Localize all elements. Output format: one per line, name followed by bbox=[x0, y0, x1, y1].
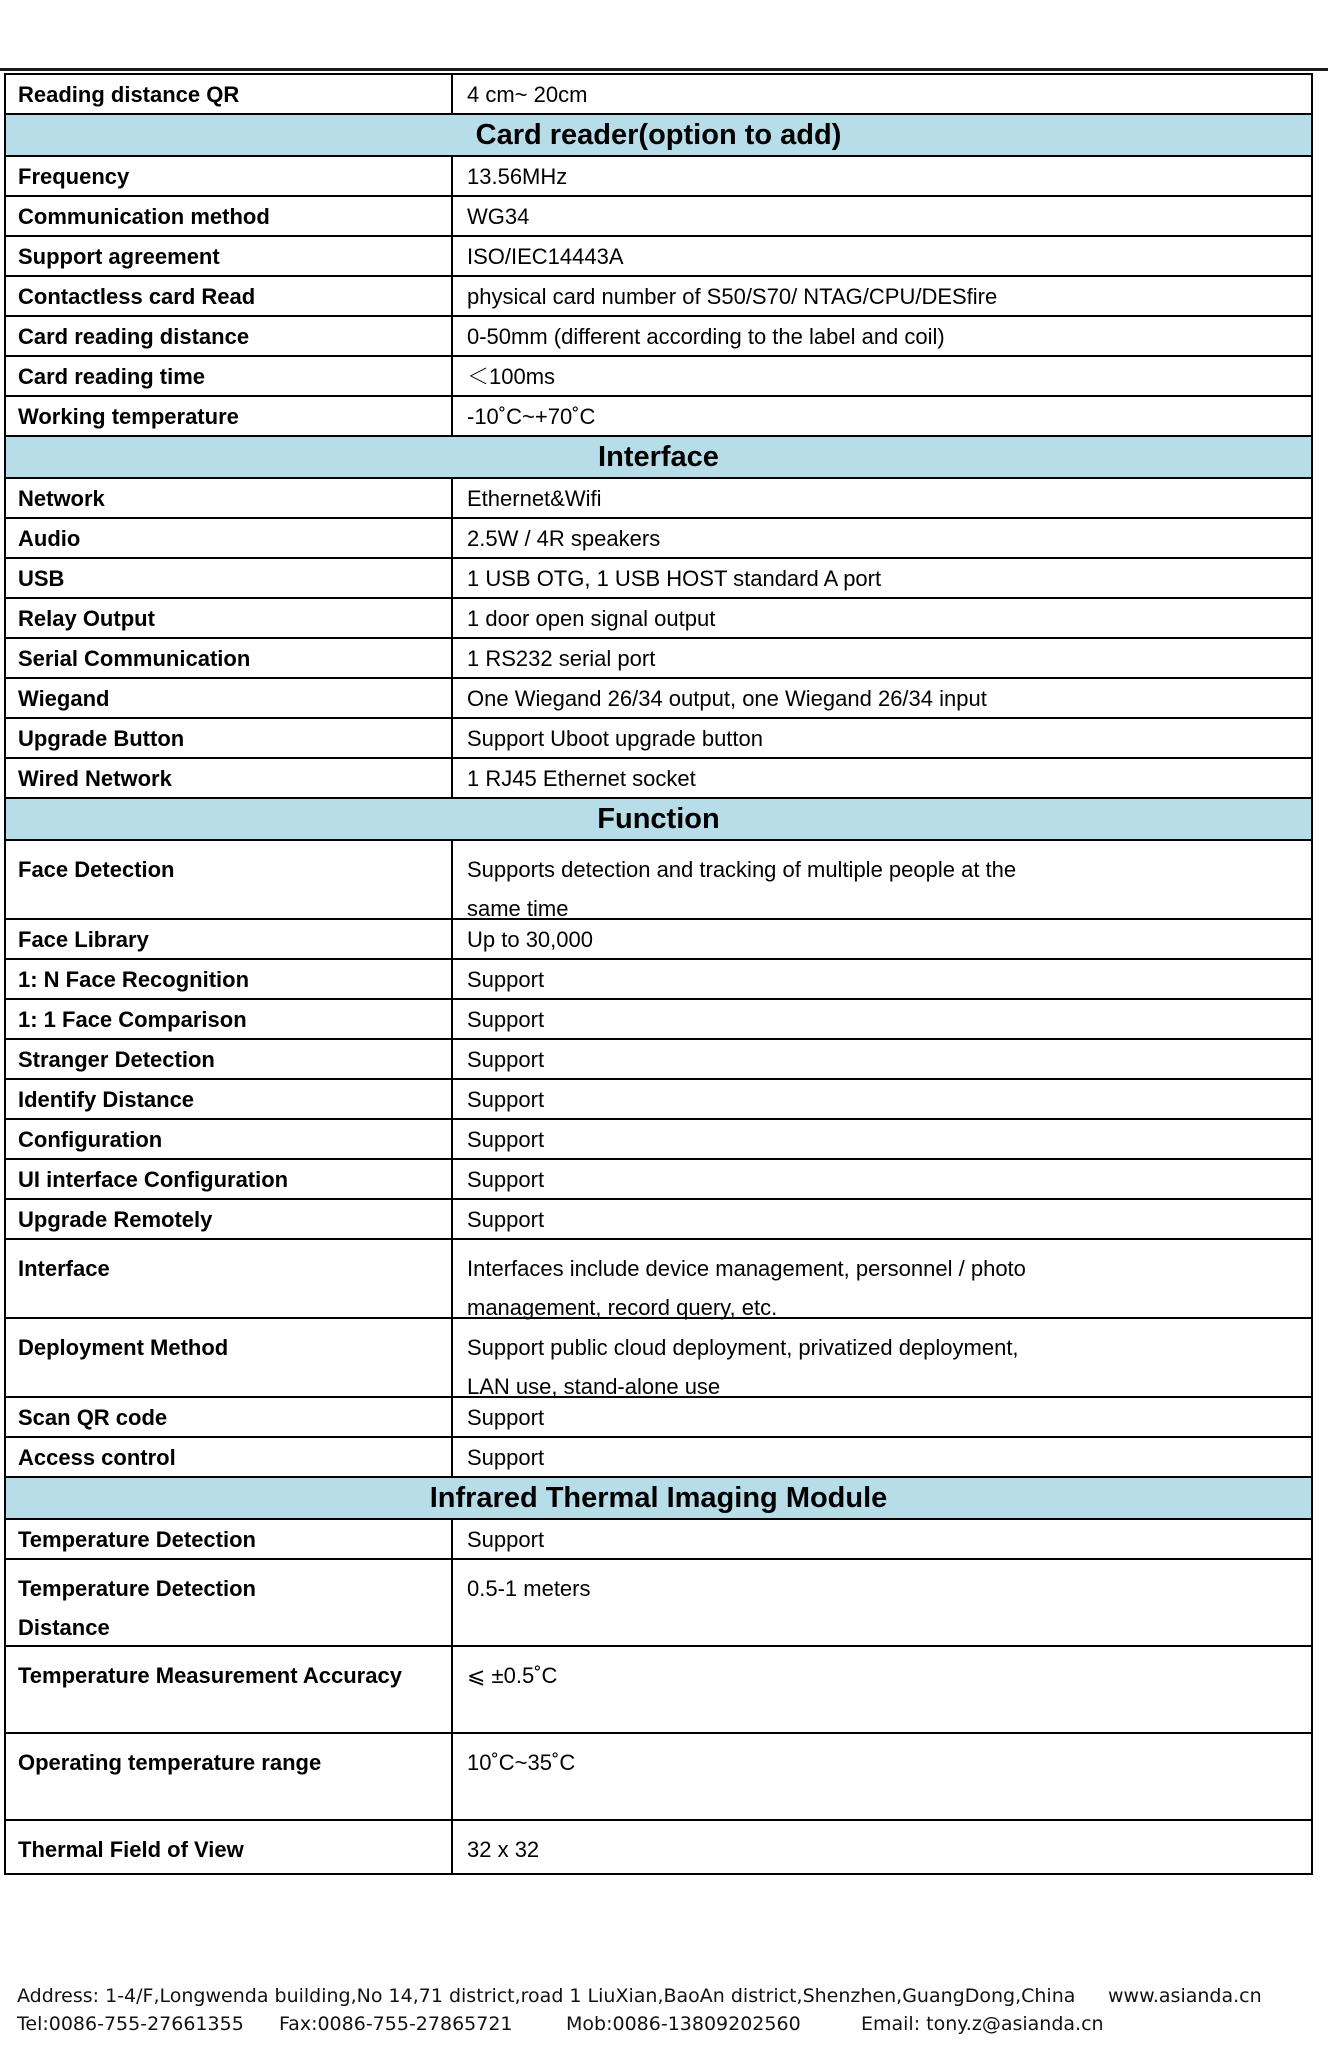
spec-label: Audio bbox=[6, 519, 453, 557]
spec-value: Support bbox=[467, 1127, 545, 1152]
spec-label: 1: N Face Recognition bbox=[6, 960, 453, 998]
spec-label: Configuration bbox=[6, 1120, 453, 1158]
section-header bbox=[4, 1478, 1313, 1520]
spec-value: 1 RS232 serial port bbox=[467, 646, 656, 671]
spec-label: Wiegand bbox=[6, 679, 453, 717]
spec-value: 10˚C~35˚C bbox=[467, 1750, 576, 1775]
spec-value: 1 USB OTG, 1 USB HOST standard A port bbox=[467, 566, 882, 591]
spec-label: Frequency bbox=[6, 157, 453, 195]
spec-label: Face Detection bbox=[6, 841, 453, 918]
spec-label: Upgrade Remotely bbox=[6, 1200, 453, 1238]
spec-value: Up to 30,000 bbox=[467, 927, 593, 952]
spec-value: 2.5W / 4R speakers bbox=[467, 526, 661, 551]
spec-row bbox=[4, 639, 1313, 679]
section-title: Function bbox=[597, 802, 720, 835]
spec-row bbox=[4, 1240, 1313, 1319]
section-header bbox=[4, 115, 1313, 157]
spec-label: USB bbox=[6, 559, 453, 597]
spec-row bbox=[4, 1647, 1313, 1734]
footer-address: Address: 1-4/F,Longwenda building,No 14,71 district,road 1 LiuXian,BaoAn district,Shenzhen,GuangDong,China bbox=[17, 1985, 1076, 2007]
spec-label: Upgrade Button bbox=[6, 719, 453, 757]
spec-label: Temperature Detection bbox=[6, 1520, 453, 1558]
spec-row bbox=[4, 1734, 1313, 1821]
spec-value: WG34 bbox=[467, 204, 530, 229]
spec-value: physical card number of S50/S70/ NTAG/CPU/DESfire bbox=[467, 284, 998, 309]
spec-value bbox=[453, 1240, 1311, 1320]
section-header bbox=[4, 799, 1313, 841]
spec-row bbox=[4, 759, 1313, 799]
spec-label: Communication method bbox=[6, 197, 453, 235]
spec-value: Support bbox=[467, 1047, 545, 1072]
spec-value bbox=[453, 841, 1311, 921]
spec-label: Interface bbox=[6, 1240, 453, 1317]
cell-line: Interfaces include device management, personnel / photo bbox=[467, 1256, 1026, 1281]
spec-value: Ethernet&Wifi bbox=[467, 486, 602, 511]
spec-label: Wired Network bbox=[6, 759, 453, 797]
spec-label: Working temperature bbox=[6, 397, 453, 435]
spec-value: Support bbox=[467, 1405, 545, 1430]
spec-label: Support agreement bbox=[6, 237, 453, 275]
spec-value: -10˚C~+70˚C bbox=[467, 404, 596, 429]
spec-row bbox=[4, 357, 1313, 397]
footer-mob: Mob:0086-13809202560 bbox=[566, 2013, 801, 2035]
spec-row bbox=[4, 317, 1313, 357]
spec-value: ISO/IEC14443A bbox=[467, 244, 624, 269]
spec-row bbox=[4, 1560, 1313, 1647]
spec-value: Support bbox=[467, 1087, 545, 1112]
footer-tel: Tel:0086-755-27661355 bbox=[17, 2013, 244, 2035]
spec-row bbox=[4, 157, 1313, 197]
spec-label: Access control bbox=[6, 1438, 453, 1476]
spec-label: Face Library bbox=[6, 920, 453, 958]
spec-label: Card reading time bbox=[6, 357, 453, 395]
header-rule bbox=[0, 68, 1328, 71]
spec-row bbox=[4, 479, 1313, 519]
spec-row bbox=[4, 519, 1313, 559]
footer-website: www.asianda.cn bbox=[1108, 1985, 1262, 2007]
spec-value: ＜100ms bbox=[467, 364, 556, 389]
section-title: Interface bbox=[598, 440, 719, 473]
spec-label: Stranger Detection bbox=[6, 1040, 453, 1078]
spec-value: 0.5-1 meters bbox=[467, 1576, 591, 1601]
spec-label: UI interface Configuration bbox=[6, 1160, 453, 1198]
spec-row bbox=[4, 841, 1313, 920]
cell-line: same time bbox=[467, 896, 569, 921]
spec-value: Support bbox=[467, 1007, 545, 1032]
cell-line: Distance bbox=[18, 1615, 110, 1640]
spec-row bbox=[4, 1040, 1313, 1080]
spec-row bbox=[4, 1520, 1313, 1560]
spec-label: 1: 1 Face Comparison bbox=[6, 1000, 453, 1038]
spec-label: Contactless card Read bbox=[6, 277, 453, 315]
spec-value: 4 cm~ 20cm bbox=[467, 82, 588, 107]
spec-value: 0-50mm (different according to the label and coil) bbox=[467, 324, 945, 349]
spec-row bbox=[4, 679, 1313, 719]
spec-row bbox=[4, 559, 1313, 599]
spec-label bbox=[6, 1560, 453, 1645]
spec-label: Temperature Measurement Accuracy bbox=[6, 1647, 453, 1732]
spec-value: Support bbox=[467, 1167, 545, 1192]
spec-row bbox=[4, 920, 1313, 960]
spec-value: ⩽ ±0.5˚C bbox=[467, 1663, 558, 1688]
spec-value: Support bbox=[467, 967, 545, 992]
spec-row bbox=[4, 397, 1313, 437]
spec-row bbox=[4, 277, 1313, 317]
spec-row bbox=[4, 1200, 1313, 1240]
spec-row bbox=[4, 1438, 1313, 1478]
cell-line: Supports detection and tracking of multiple people at the bbox=[467, 857, 1017, 882]
spec-row bbox=[4, 1398, 1313, 1438]
spec-row bbox=[4, 1120, 1313, 1160]
cell-line: LAN use, stand-alone use bbox=[467, 1374, 721, 1399]
spec-value: Support bbox=[467, 1445, 545, 1470]
spec-label: Scan QR code bbox=[6, 1398, 453, 1436]
spec-label: Relay Output bbox=[6, 599, 453, 637]
spec-label: Network bbox=[6, 479, 453, 517]
spec-row bbox=[4, 1160, 1313, 1200]
spec-value: Support bbox=[467, 1527, 545, 1552]
spec-label: Thermal Field of View bbox=[6, 1821, 453, 1873]
spec-value: Support bbox=[467, 1207, 545, 1232]
spec-label: Deployment Method bbox=[6, 1319, 453, 1396]
spec-label: Operating temperature range bbox=[6, 1734, 453, 1819]
section-header bbox=[4, 437, 1313, 479]
spec-value bbox=[453, 1319, 1311, 1399]
section-title: Infrared Thermal Imaging Module bbox=[429, 1481, 888, 1514]
spec-value: 1 RJ45 Ethernet socket bbox=[467, 766, 696, 791]
footer-email: Email: tony.z@asianda.cn bbox=[861, 2013, 1104, 2035]
spec-label: Reading distance QR bbox=[6, 75, 453, 113]
footer-fax: Fax:0086-755-27865721 bbox=[279, 2013, 513, 2035]
spec-row bbox=[4, 960, 1313, 1000]
spec-value: 13.56MHz bbox=[467, 164, 568, 189]
spec-row bbox=[4, 1319, 1313, 1398]
spec-label: Card reading distance bbox=[6, 317, 453, 355]
spec-value: One Wiegand 26/34 output, one Wiegand 26/34 input bbox=[467, 686, 987, 711]
spec-row bbox=[4, 197, 1313, 237]
cell-line: management, record query, etc. bbox=[467, 1295, 778, 1320]
page-footer bbox=[17, 1982, 1317, 2038]
spec-row bbox=[4, 1080, 1313, 1120]
cell-line: Support public cloud deployment, privatized deployment, bbox=[467, 1335, 1019, 1360]
spec-label: Identify Distance bbox=[6, 1080, 453, 1118]
spec-table bbox=[4, 73, 1313, 1875]
spec-value: 32 x 32 bbox=[467, 1837, 540, 1862]
spec-value: Support Uboot upgrade button bbox=[467, 726, 764, 751]
spec-row bbox=[4, 719, 1313, 759]
spec-row bbox=[4, 599, 1313, 639]
spec-row bbox=[4, 237, 1313, 277]
spec-value: 1 door open signal output bbox=[467, 606, 716, 631]
cell-line: Temperature Detection bbox=[18, 1576, 256, 1601]
spec-row bbox=[4, 1000, 1313, 1040]
spec-row bbox=[4, 1821, 1313, 1875]
spec-label: Serial Communication bbox=[6, 639, 453, 677]
section-title: Card reader(option to add) bbox=[475, 118, 842, 151]
spec-row bbox=[4, 75, 1313, 115]
